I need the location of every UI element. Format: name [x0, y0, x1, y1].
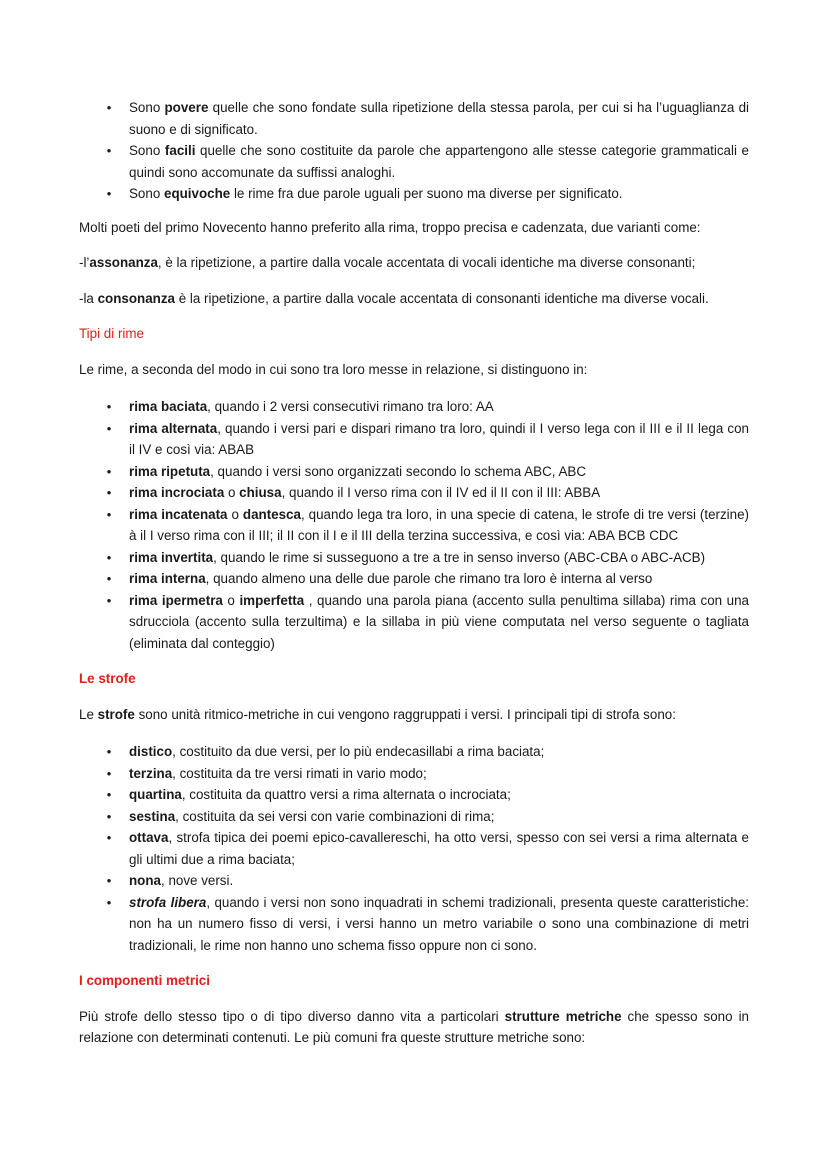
list-item: • rima alternata, quando i versi pari e dispari rimano tra loro, quindi il I verso lega con il III e il II lega con il IV e così via: ABAB [79, 418, 749, 461]
strofe-types-list [79, 741, 749, 956]
list-item: • rima ipermetra o imperfetta , quando una parola piana (accento sulla penultima sillaba) rima con una sdrucciola (accento sulla terzultima) e la sillaba in più viene computata nel verso seguente o tagliata (eliminata dal conteggio) [79, 590, 749, 655]
bullet-icon: • [106, 399, 112, 414]
section-heading-tipi-di-rime: Tipi di rime [79, 326, 144, 341]
section-heading-componenti-metrici: I componenti metrici [79, 973, 210, 988]
list-item: • rima baciata, quando i 2 versi consecutivi rimano tra loro: AA [79, 396, 749, 418]
list-item: • rima interna, quando almeno una delle due parole che rimano tra loro è interna al verso [79, 568, 749, 590]
le-strofe-intro: Le strofe sono unità ritmico-metriche in cui vengono raggruppati i versi. I principali tipi di strofa sono: [79, 706, 676, 722]
consonanza-paragraph: -la consonanza è la ripetizione, a partire dalla vocale accentata di consonanti identiche ma diverse vocali. [79, 290, 709, 306]
list-item: • quartina, costituita da quattro versi a rima alternata o incrociata; [79, 784, 749, 806]
document-page [79, 97, 749, 1063]
componenti-paragraph: Più strofe dello stesso tipo o di tipo diverso danno vita a particolari strutture metriche che spesso sono in relazione con determinati contenuti. Le più comuni fra queste strutture metriche sono: [79, 1008, 749, 1045]
bullet-icon: • [106, 506, 112, 522]
list-item: • ottava, strofa tipica dei poemi epico-cavallereschi, ha otto versi, spesso con sei versi a rima alternata e gli ultimi due a rima baciata; [79, 827, 749, 870]
bullet-icon: • [106, 485, 112, 500]
bullet-icon: • [106, 420, 112, 436]
list-item: • rima incrociata o chiusa, quando il I verso rima con il IV ed il II con il III: ABBA [79, 482, 749, 504]
list-item: • sestina, costituita da sei versi con varie combinazioni di rima; [79, 806, 749, 828]
bullet-icon: • [106, 571, 112, 586]
rhyme-quality-list [79, 97, 749, 205]
list-item: • terzina, costituita da tre versi rimati in vario modo; [79, 763, 749, 785]
list-item: • Sono equivoche le rime fra due parole uguali per suono ma diverse per significato. [79, 183, 749, 205]
bullet-icon: • [106, 186, 112, 201]
bullet-icon: • [106, 808, 112, 824]
list-item: • distico, costituito da due versi, per lo più endecasillabi a rima baciata; [79, 741, 749, 763]
rhyme-types-list [79, 396, 749, 654]
bullet-icon: • [106, 100, 112, 115]
list-item: • rima ripetuta, quando i versi sono organizzati secondo lo schema ABC, ABC [79, 461, 749, 483]
list-item: • strofa libera, quando i versi non sono inquadrati in schemi tradizionali, presenta queste caratteristiche: non ha un numero fisso di versi, i versi hanno un metro variabile o sono una combinazione di metri tradizionali, le rime non hanno uno schema fisso oppure non ci sono. [79, 892, 749, 957]
list-item: • Sono facili quelle che sono costituite da parole che appartengono alle stesse categorie grammaticali e quindi sono accomunate da suffissi analoghi. [79, 140, 749, 183]
list-item: • rima invertita, quando le rime si susseguono a tre a tre in senso inverso (ABC-CBA o ABC-ACB) [79, 547, 749, 569]
bullet-icon: • [106, 873, 112, 888]
bullet-icon: • [106, 830, 112, 845]
bullet-icon: • [106, 592, 112, 608]
assonanza-paragraph: -l’assonanza, è la ripetizione, a partire dalla vocale accentata di vocali identiche ma diverse consonanti; [79, 255, 696, 270]
bullet-icon: • [106, 894, 112, 910]
novecento-paragraph: Molti poeti del primo Novecento hanno preferito alla rima, troppo precisa e cadenzata, due varianti come: [79, 219, 701, 235]
list-item: • rima incatenata o dantesca, quando lega tra loro, in una specie di catena, le strofe di tre versi (terzine) à il I verso rima con il III; il II con il I e il III della terzina successiva, e così via: ABA BCB CDC [79, 504, 749, 547]
bullet-icon: • [106, 744, 112, 759]
bullet-icon: • [106, 787, 112, 802]
bullet-icon: • [106, 143, 112, 158]
bullet-icon: • [106, 549, 112, 565]
bullet-icon: • [106, 765, 112, 781]
bullet-icon: • [106, 463, 112, 479]
list-item: • Sono povere quelle che sono fondate sulla ripetizione della stessa parola, per cui si ha l’uguaglianza di suono e di significato. [79, 97, 749, 140]
list-item: • nona, nove versi. [79, 870, 749, 892]
section-heading-le-strofe: Le strofe [79, 671, 136, 686]
tipi-di-rime-intro: Le rime, a seconda del modo in cui sono tra loro messe in relazione, si distinguono in: [79, 361, 588, 377]
